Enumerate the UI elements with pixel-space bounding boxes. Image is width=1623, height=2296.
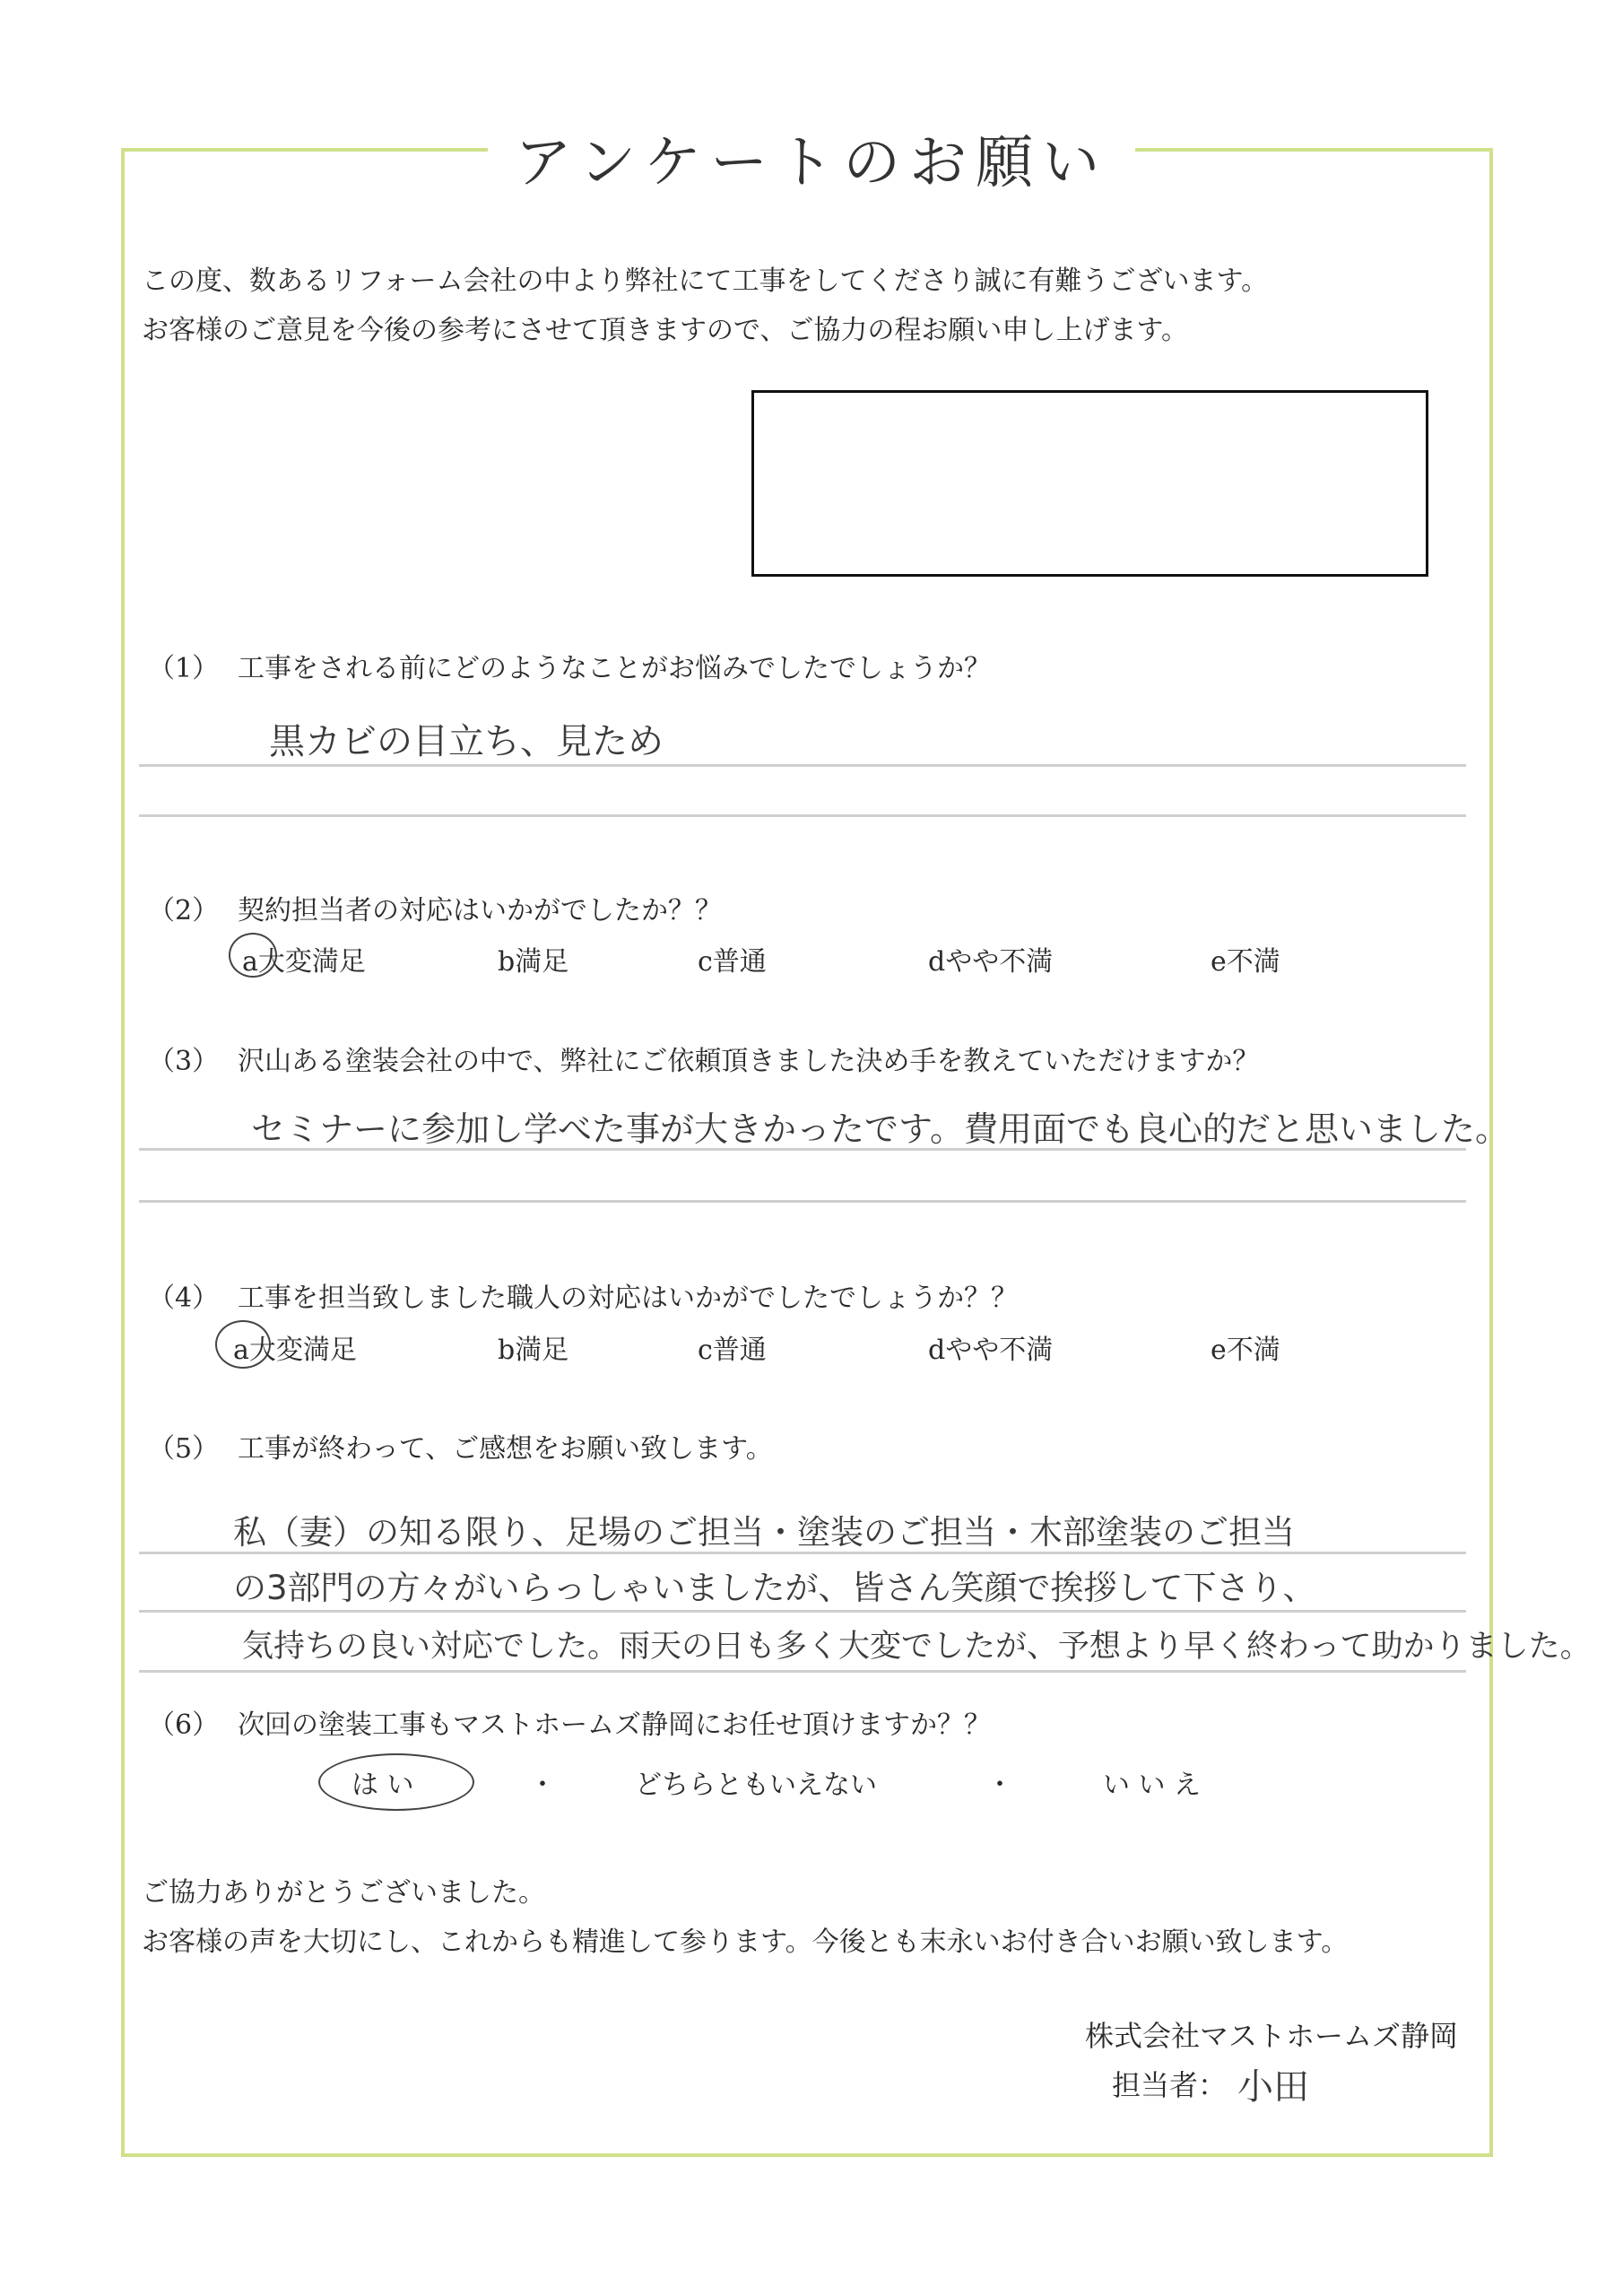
q6-option-neither[interactable]: どちらともいえない xyxy=(635,1770,877,1801)
q2-option-e[interactable]: e不満 xyxy=(1211,946,1280,978)
q2-number: （2） xyxy=(148,895,220,926)
answer-line xyxy=(139,1610,1466,1613)
answer-line xyxy=(139,814,1466,817)
staff-label: 担当者： xyxy=(1112,2068,1228,2102)
q6-option-yes[interactable]: は い xyxy=(352,1770,414,1801)
q1-question: 工事をされる前にどのようなことがお悩みでしたでしょうか？ xyxy=(238,653,991,684)
answer-line xyxy=(139,764,1466,767)
q3-question: 沢山ある塗装会社の中で、弊社にご依頼頂きました決め手を教えていただけますか？ xyxy=(238,1046,1260,1077)
q6-option-no[interactable]: い い え xyxy=(1103,1770,1202,1801)
closing-line-2: お客様の声を大切にし、これからも精進して参ります。今後とも末永いお付き合いお願い致します。 xyxy=(142,1926,1349,1958)
q4-question: 工事を担当致しました職人の対応はいかがでしたでしょうか？？ xyxy=(238,1283,1018,1314)
q5-question: 工事が終わって、ご感想をお願い致します。 xyxy=(238,1433,773,1465)
intro-line-2: お客様のご意見を今後の参考にさせて頂きますので、ご協力の程お願い申し上げます。 xyxy=(142,315,1188,346)
q3-answer: セミナーに参加し学べた事が大きかったです。費用面でも良心的だと思いました。 xyxy=(251,1109,1509,1149)
q2-option-c[interactable]: c普通 xyxy=(698,946,767,978)
q4-option-d[interactable]: dやや不満 xyxy=(928,1335,1054,1366)
answer-line xyxy=(139,1670,1466,1673)
q3-number: （3） xyxy=(148,1046,220,1077)
q1-answer: 黒カビの目立ち、見ため xyxy=(269,721,664,762)
staff-name: 小田 xyxy=(1237,2066,1309,2108)
q1-number: （1） xyxy=(148,653,220,684)
q4-option-a[interactable]: a大変満足 xyxy=(233,1335,357,1366)
q6-separator: ・ xyxy=(986,1770,1013,1801)
closing-line-1: ご協力ありがとうございました。 xyxy=(142,1877,545,1909)
q4-option-c[interactable]: c普通 xyxy=(698,1335,767,1366)
title-wrap xyxy=(0,117,1623,199)
q2-option-a[interactable]: a大変満足 xyxy=(242,946,366,978)
q6-separator: ・ xyxy=(529,1770,556,1801)
q5-answer-line-2: の3部門の方々がいらっしゃいましたが、皆さん笑顔で挨拶して下さり、 xyxy=(233,1569,1316,1607)
q4-option-b[interactable]: b満足 xyxy=(498,1335,569,1366)
q2-option-b[interactable]: b満足 xyxy=(498,946,569,978)
q5-answer-line-3: 気持ちの良い対応でした。雨天の日も多く大変でしたが、予想より早く終わって助かりました。 xyxy=(242,1629,1592,1665)
q4-number: （4） xyxy=(148,1283,220,1314)
answer-line xyxy=(139,1200,1466,1203)
q5-number: （5） xyxy=(148,1433,220,1465)
q6-number: （6） xyxy=(148,1709,220,1741)
answer-line xyxy=(139,1148,1466,1151)
q4-option-e[interactable]: e不満 xyxy=(1211,1335,1280,1366)
page-title: アンケートのお願い xyxy=(488,117,1135,199)
answer-line xyxy=(139,1552,1466,1554)
customer-name-box xyxy=(751,390,1428,577)
q2-question: 契約担当者の対応はいかがでしたか？？ xyxy=(238,895,722,926)
q6-question: 次回の塗装工事もマストホームズ静岡にお任せ頂けますか？？ xyxy=(238,1709,991,1741)
q2-option-d[interactable]: dやや不満 xyxy=(928,946,1054,978)
q5-answer-line-1: 私（妻）の知る限り、足場のご担当・塗装のご担当・木部塗装のご担当 xyxy=(233,1513,1295,1552)
intro-line-1: この度、数あるリフォーム会社の中より弊社にて工事をしてくださり誠に有難うございます。 xyxy=(142,265,1269,297)
company-name: 株式会社マストホームズ静岡 xyxy=(1085,2019,1459,2053)
